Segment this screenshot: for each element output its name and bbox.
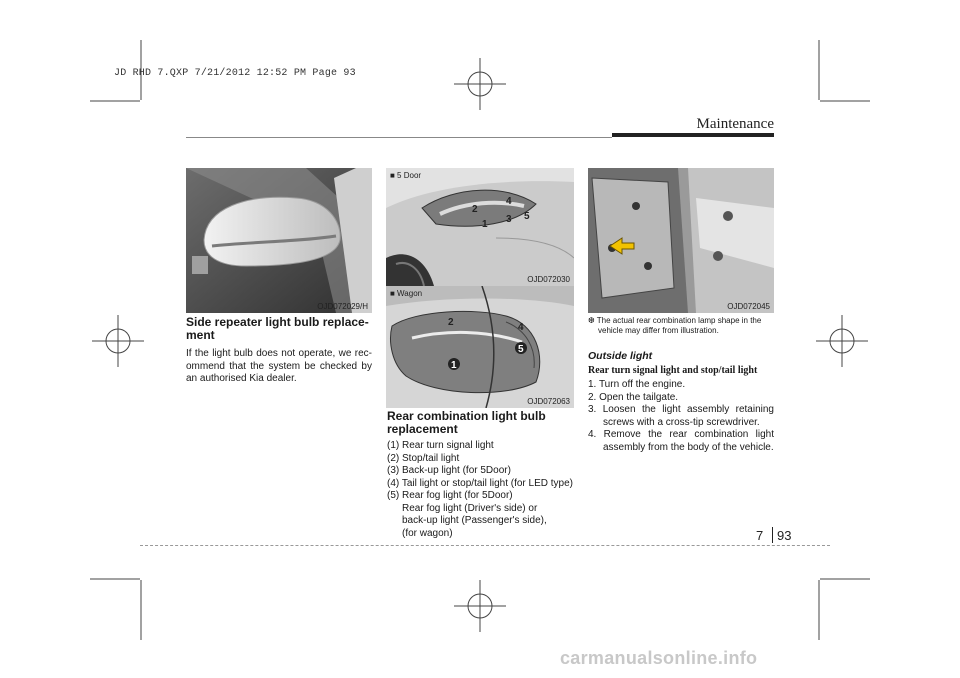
registration-target-left	[92, 315, 144, 367]
page-number: 93	[777, 528, 792, 543]
registration-target-top	[454, 58, 506, 110]
callout-1: 1	[451, 360, 457, 371]
figure-wagon-lamp	[386, 286, 574, 408]
footer-dashed-rule	[140, 545, 830, 546]
callout-1: 1	[482, 219, 488, 230]
callout-2: 2	[472, 204, 478, 215]
subheading-outside-light: Outside light	[588, 350, 653, 362]
illustration-note: ❆ The actual rear combination lamp shape in the vehicle may differ from illustration.	[588, 316, 762, 335]
wagon-lamp-illustration	[386, 286, 574, 408]
list-item: (5) Rear fog light (for 5Door)	[387, 490, 513, 501]
page-number-divider	[772, 527, 773, 543]
header-rule-thin	[186, 137, 612, 138]
heading-rear-combination: Rear combination light bulb replacement	[387, 409, 546, 436]
column-3	[588, 316, 774, 454]
figure-code: OJD072045	[727, 302, 770, 311]
registration-target-right	[816, 315, 868, 367]
figure-code: OJD072030	[527, 275, 570, 284]
watermark: carmanualsonline.info	[560, 648, 758, 668]
body-side-repeater: If the light bulb does not operate, we rec-ommend that the system be checked by an authorised Kia dealer.	[186, 348, 372, 384]
steps-list	[588, 379, 774, 454]
list-item-continuation: back-up light (Passenger's side),	[402, 515, 547, 526]
list-item: (4) Tail light or stop/tail light (for LED type)	[387, 477, 574, 489]
list-item-continuation: (for wagon)	[402, 527, 453, 539]
list-item-continuation: Rear fog light (Driver's side) or	[402, 502, 538, 514]
figure-code: OJD072029/H	[317, 302, 368, 311]
callout-2: 2	[448, 317, 454, 328]
figure-retaining-screws	[588, 168, 774, 313]
callout-5: 5	[518, 344, 524, 355]
subheading-turn-signal: Rear turn signal light and stop/tail light	[588, 364, 758, 376]
column-1	[186, 316, 372, 386]
callout-5: 5	[524, 211, 530, 222]
list-item: (3) Back-up light (for 5Door)	[387, 465, 511, 476]
bulb-list	[387, 440, 577, 540]
section-title: Maintenance	[696, 116, 774, 132]
figure-tag-5door: ■ 5 Door	[390, 171, 422, 180]
figure-side-mirror	[186, 168, 372, 313]
chapter-number: 7	[756, 528, 764, 543]
column-2	[387, 410, 577, 540]
registration-target-bottom	[454, 580, 506, 632]
retaining-screws-illustration	[588, 168, 774, 313]
step-item: 4. Remove the rear combination light assembly from the body of the vehicle.	[588, 429, 774, 453]
step-item: 2. Open the tailgate.	[588, 391, 679, 403]
step-item: 1. Turn off the engine.	[588, 379, 686, 390]
5door-lamp-illustration	[386, 168, 574, 286]
list-item: (2) Stop/tail light	[387, 452, 460, 464]
side-mirror-illustration	[186, 168, 372, 313]
figure-5door-lamp	[386, 168, 574, 286]
figure-code: OJD072063	[527, 397, 570, 406]
list-item: (1) Rear turn signal light	[387, 440, 494, 451]
callout-4: 4	[518, 322, 524, 333]
callout-3: 3	[506, 214, 512, 225]
callout-4: 4	[506, 196, 512, 207]
figure-tag-wagon: ■ Wagon	[390, 289, 423, 298]
heading-side-repeater: Side repeater light bulb replace-ment	[186, 315, 369, 342]
print-slug: JD RHD 7.QXP 7/21/2012 12:52 PM Page 93	[114, 68, 356, 79]
step-item: 3. Loosen the light assembly retaining screws with a cross-tip screwdriver.	[588, 404, 774, 428]
header-rule-thick	[612, 133, 774, 137]
